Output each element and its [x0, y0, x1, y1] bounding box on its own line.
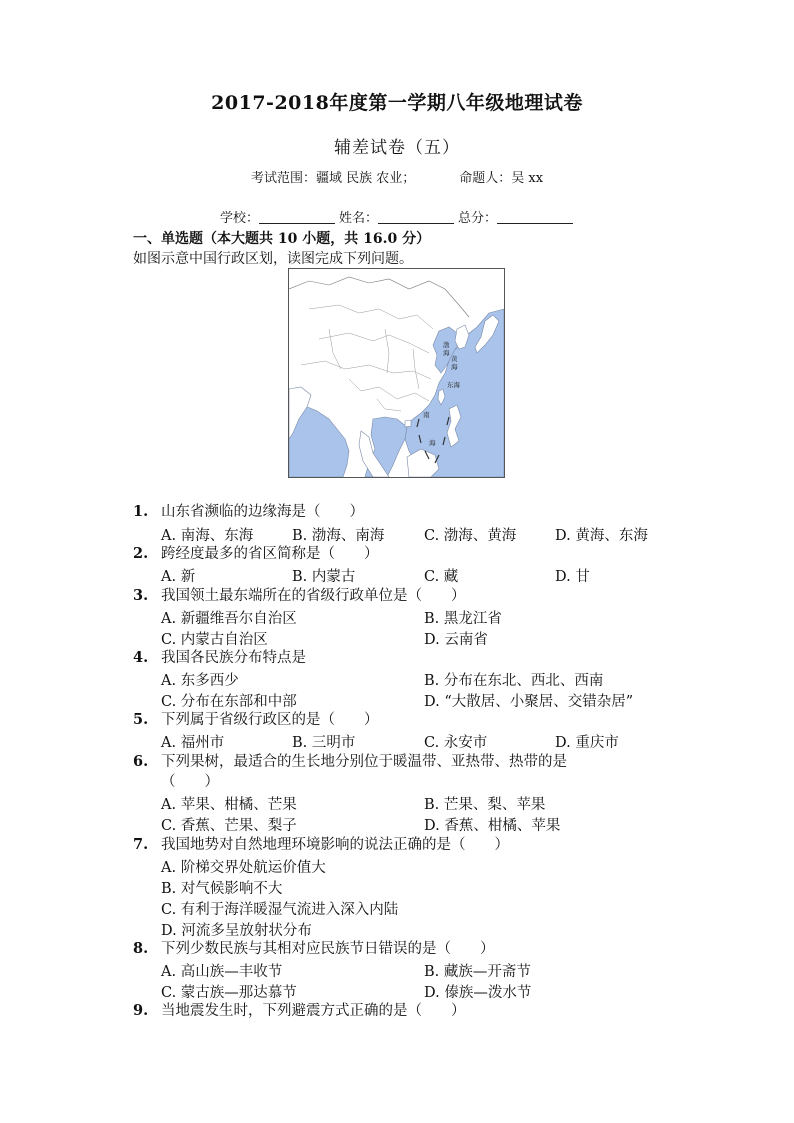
- option-a[interactable]: A. 阶梯交界处航运价值大: [161, 860, 326, 876]
- school-label: 学校：: [220, 211, 260, 226]
- option-c[interactable]: C. 有利于海洋暖湿气流进入深入内陆: [161, 902, 399, 918]
- option-a[interactable]: A. 新疆维吾尔自治区: [161, 611, 297, 627]
- question-stem: 跨经度最多的省区简称是（ ）: [161, 546, 379, 562]
- exam-meta: [0, 167, 794, 186]
- section-note: （本大题共 10 小题，共 16.0 分）: [203, 231, 431, 247]
- option-b[interactable]: B. 黑龙江省: [424, 611, 502, 627]
- question-number: 1.: [133, 503, 149, 520]
- option-d[interactable]: D. 重庆市: [555, 735, 619, 751]
- option-b[interactable]: B. 芒果、梨、苹果: [424, 797, 546, 813]
- option-d[interactable]: D. 黄海、东海: [555, 528, 648, 544]
- school-blank[interactable]: [259, 210, 335, 224]
- question-stem: 下列属于省级行政区的是（ ）: [161, 712, 379, 728]
- option-c[interactable]: C. 分布在东部和中部: [161, 694, 297, 710]
- option-d[interactable]: D. 甘: [555, 569, 590, 585]
- exam-subtitle: 辅差试卷（五）: [334, 138, 460, 158]
- option-b[interactable]: B. 内蒙古: [292, 569, 356, 585]
- exam-title: 2017-2018年度第一学期八年级地理试卷: [211, 92, 583, 114]
- map-label-yellow-sea: 黄: [451, 355, 458, 363]
- map-label-east-sea: 东海: [447, 381, 460, 389]
- map-label-south-sea-2: 海: [429, 439, 436, 447]
- hainan-landmass: [405, 420, 411, 427]
- option-c[interactable]: C. 内蒙古自治区: [161, 632, 268, 648]
- score-label: 总分：: [458, 211, 498, 226]
- map-label-bohai: 渤: [443, 341, 450, 349]
- option-a[interactable]: A. 南海、东海: [161, 528, 254, 544]
- option-c[interactable]: C. 藏: [424, 569, 459, 585]
- question-number: 7.: [133, 836, 149, 853]
- option-c[interactable]: C. 永安市: [424, 735, 488, 751]
- option-b[interactable]: B. 渤海、南海: [292, 528, 385, 544]
- question-number: 4.: [133, 649, 149, 666]
- exam-author: 命题人：吴 xx: [459, 171, 544, 186]
- section-title: 一、单选题: [133, 231, 203, 247]
- china-map-figure: [288, 268, 505, 478]
- question-stem: 当地震发生时，下列避震方式正确的是（ ）: [161, 1003, 466, 1019]
- question-number: 6.: [133, 753, 149, 770]
- china-map-svg: [289, 269, 504, 477]
- name-label: 姓名：: [339, 211, 379, 226]
- option-b[interactable]: B. 三明市: [292, 735, 356, 751]
- option-b[interactable]: B. 藏族—开斋节: [424, 964, 531, 980]
- question-number: 3.: [133, 587, 149, 604]
- question-number: 2.: [133, 545, 149, 562]
- option-d[interactable]: D. 傣族—泼水节: [424, 985, 532, 1001]
- option-d[interactable]: D. 香蕉、柑橘、苹果: [424, 818, 561, 834]
- question-number: 5.: [133, 711, 149, 728]
- option-a[interactable]: A. 福州市: [161, 735, 225, 751]
- question-stem: 我国地势对自然地理环境影响的说法正确的是（ ）: [161, 837, 509, 853]
- option-d[interactable]: D. 云南省: [424, 632, 488, 648]
- question-stem: 山东省濒临的边缘海是（ ）: [161, 504, 364, 520]
- option-c[interactable]: C. 香蕉、芒果、梨子: [161, 818, 297, 834]
- map-label-yellow-sea-2: 海: [451, 363, 458, 371]
- question-stem: 我国各民族分布特点是: [161, 650, 306, 666]
- score-blank[interactable]: [497, 210, 573, 224]
- option-d[interactable]: D. 河流多呈放射状分布: [161, 923, 312, 939]
- question-stem-continued: （ ）: [161, 774, 219, 790]
- section-heading: [133, 228, 430, 248]
- option-a[interactable]: A. 高山族—丰收节: [161, 964, 283, 980]
- question-number: 9.: [133, 1002, 149, 1019]
- option-a[interactable]: A. 新: [161, 569, 196, 585]
- option-b[interactable]: B. 对气候影响不大: [161, 881, 283, 897]
- option-b[interactable]: B. 分布在东北、西北、西南: [424, 673, 604, 689]
- option-a[interactable]: A. 苹果、柑橘、芒果: [161, 797, 297, 813]
- option-d[interactable]: D. “大散居、小聚居、交错杂居”: [424, 694, 634, 710]
- question-stem: 下列果树，最适合的生长地分别位于暖温带、亚热带、热带的是: [161, 754, 567, 770]
- map-label-south-sea: 南: [423, 411, 430, 419]
- question-stem: 下列少数民族与其相对应民族节日错误的是（ ）: [161, 941, 495, 957]
- exam-scope: 考试范围：疆域 民族 农业；: [250, 171, 416, 186]
- question-stem: 我国领土最东端所在的省级行政单位是（ ）: [161, 588, 466, 604]
- option-a[interactable]: A. 东多西少: [161, 673, 239, 689]
- section-intro: 如图示意中国行政区划，读图完成下列问题。: [133, 251, 413, 267]
- option-c[interactable]: C. 蒙古族—那达慕节: [161, 985, 297, 1001]
- map-label-bohai-2: 海: [443, 349, 450, 357]
- question-number: 8.: [133, 940, 149, 957]
- student-info-fields: [220, 207, 577, 226]
- name-blank[interactable]: [378, 210, 454, 224]
- option-c[interactable]: C. 渤海、黄海: [424, 528, 517, 544]
